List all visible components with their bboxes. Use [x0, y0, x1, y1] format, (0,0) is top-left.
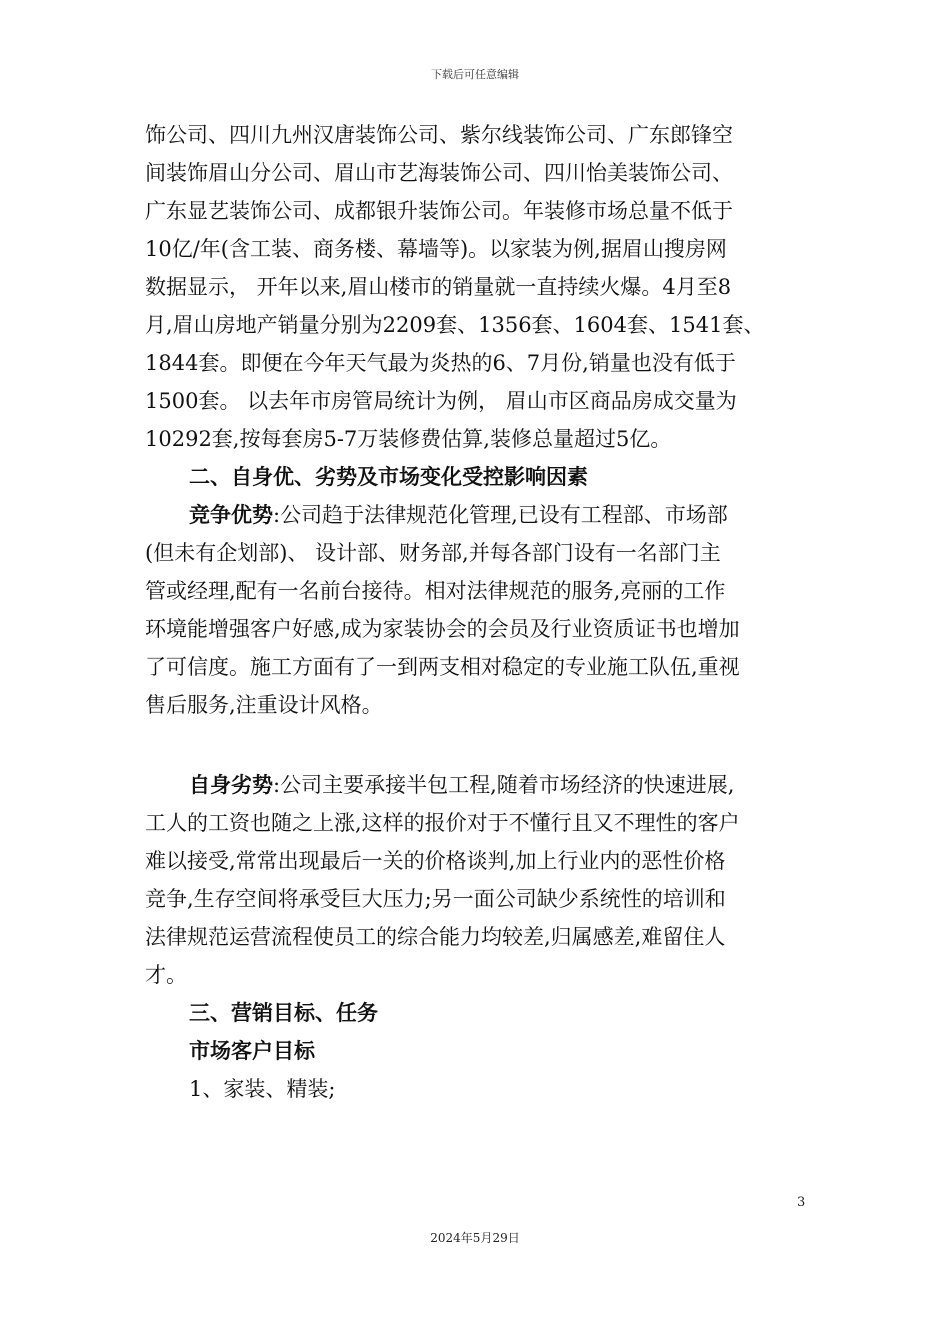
list-item: 1、家装、精装; — [189, 1077, 336, 1101]
page-number: 3 — [797, 1195, 806, 1210]
text-line: 1500套。 以去年市房管局统计为例， 眉山市区商品房成交量为 — [145, 389, 737, 413]
text-line: 管或经理,配有一名前台接待。相对法律规范的服务,亮丽的工作 — [145, 579, 726, 603]
subheading: 市场客户目标 — [189, 1039, 315, 1063]
text-line: 工人的工资也随之上涨,这样的报价对于不懂行且又不理性的客户 — [145, 811, 740, 835]
text-line: 月,眉山房地产销量分别为2209套、1356套、1604套、1541套、 — [145, 313, 765, 337]
advantage-label: 竞争优势 — [189, 503, 273, 527]
text-line: 10亿/年(含工装、商务楼、幕墙等)。以家装为例,据眉山搜房网 — [145, 237, 727, 261]
disadvantage-text: :公司主要承接半包工程,随着市场经济的快速进展, — [273, 773, 735, 797]
text-line: (但未有企划部)、 设计部、财务部,并每各部门设有一名部门主 — [145, 541, 721, 565]
disadvantage-label: 自身劣势 — [189, 773, 273, 797]
text-line: 数据显示， 开年以来,眉山楼市的销量就一直持续火爆。4月至8 — [145, 275, 732, 299]
text-line: 才。 — [145, 963, 187, 987]
page-header: 下载后可任意编辑 — [431, 68, 519, 81]
advantage-text: :公司趋于法律规范化管理,已设有工程部、市场部 — [273, 503, 728, 527]
text-line: 饰公司、四川九州汉唐装饰公司、紫尔线装饰公司、广东郎锋空 — [145, 123, 733, 147]
document-body — [145, 116, 825, 1108]
text-line: 环境能增强客户好感,成为家装协会的会员及行业资质证书也增加 — [145, 617, 740, 641]
text-line: 难以接受,常常出现最后一关的价格谈判,加上行业内的恶性价格 — [145, 849, 726, 873]
text-line: 10292套,按每套房5-7万装修费估算,装修总量超过5亿。 — [145, 427, 672, 451]
text-line: 竞争,生存空间将承受巨大压力;另一面公司缺少系统性的培训和 — [145, 887, 726, 911]
section-heading-2: 二、自身优、劣势及市场变化受控影响因素 — [189, 465, 588, 489]
text-line: 法律规范运营流程使员工的综合能力均较差,归属感差,难留住人 — [145, 925, 726, 949]
section-heading-3: 三、营销目标、任务 — [189, 1001, 378, 1025]
advantage-paragraph — [145, 496, 825, 724]
text-line: 售后服务,注重设计风格。 — [145, 693, 383, 717]
disadvantage-paragraph — [145, 766, 825, 994]
text-line: 广东显艺装饰公司、成都银升装饰公司。年装修市场总量不低于 — [145, 199, 733, 223]
paragraph-gap — [145, 724, 825, 766]
text-line — [145, 766, 825, 804]
text-line — [145, 496, 825, 534]
text-line: 了可信度。施工方面有了一到两支相对稳定的专业施工队伍,重视 — [145, 655, 740, 679]
text-line: 间装饰眉山分公司、眉山市艺海装饰公司、四川怡美装饰公司、 — [145, 161, 733, 185]
text-line: 1844套。即便在今年天气最为炎热的6、7月份,销量也没有低于 — [145, 351, 736, 375]
market-paragraph — [145, 116, 825, 458]
page-footer: 2024年5月29日 — [430, 1231, 520, 1245]
